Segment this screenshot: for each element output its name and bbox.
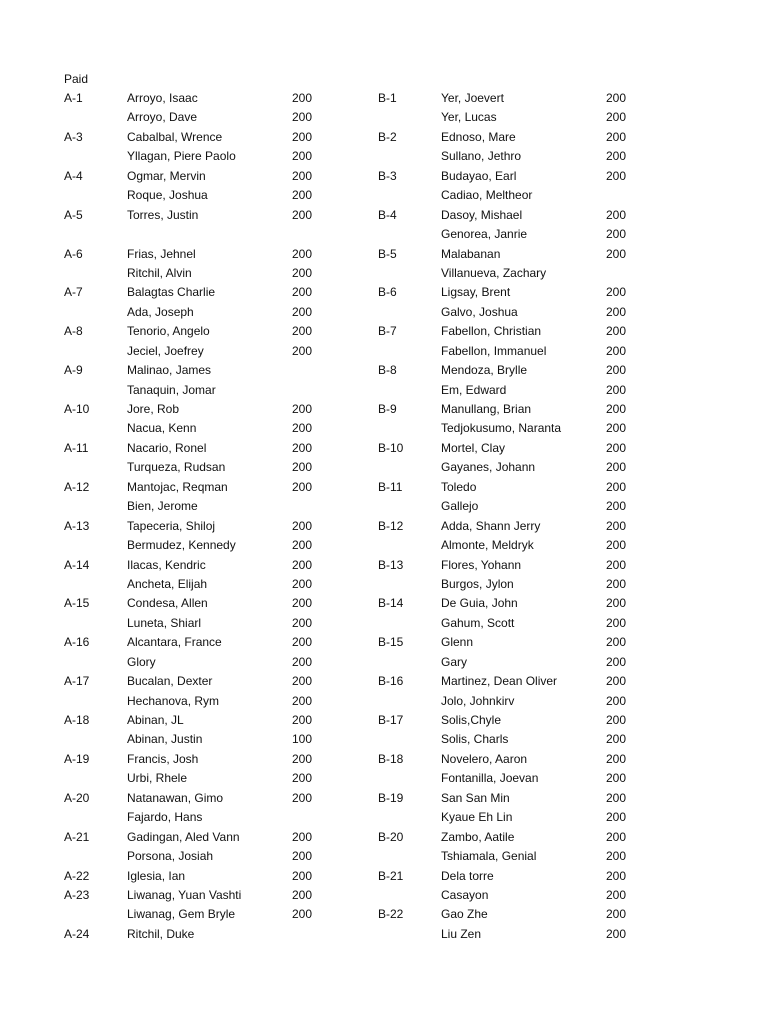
name-cell: Malinao, James: [127, 363, 212, 378]
name-cell: Bermudez, Kennedy: [127, 538, 236, 553]
code-cell: B-10: [378, 440, 404, 455]
name-cell: Solis, Charls: [441, 732, 509, 747]
amount-cell: 200: [606, 674, 627, 689]
name-cell: Em, Edward: [441, 382, 507, 397]
name-cell: Francis, Josh: [127, 751, 199, 766]
amount-cell: 200: [606, 635, 627, 650]
code-cell: A-4: [64, 168, 83, 183]
name-cell: Glenn: [441, 635, 474, 650]
name-cell: Tapeceria, Shiloj: [127, 518, 216, 533]
amount-cell: 200: [606, 343, 627, 358]
amount-cell: 200: [292, 149, 313, 164]
code-cell: A-21: [64, 829, 90, 844]
code-cell: B-12: [378, 518, 404, 533]
code-cell: B-16: [378, 674, 404, 689]
name-cell: Luneta, Shiarl: [127, 615, 202, 630]
code-cell: A-3: [64, 129, 83, 144]
name-cell: Nacario, Ronel: [127, 440, 207, 455]
name-cell: Natanawan, Gimo: [127, 790, 224, 805]
amount-cell: 200: [292, 440, 313, 455]
name-cell: Hechanova, Rym: [127, 693, 220, 708]
code-cell: A-12: [64, 479, 90, 494]
code-cell: B-4: [378, 207, 397, 222]
amount-cell: 200: [292, 460, 313, 475]
name-cell: Mendoza, Brylle: [441, 363, 528, 378]
amount-cell: 200: [292, 285, 313, 300]
name-cell: Villanueva, Zachary: [441, 265, 547, 280]
name-cell: Zambo, Aatile: [441, 829, 515, 844]
name-cell: Almonte, Meldryk: [441, 538, 534, 553]
amount-cell: 200: [292, 771, 313, 786]
code-cell: A-5: [64, 207, 83, 222]
code-cell: A-14: [64, 557, 90, 572]
name-cell: Glory: [127, 654, 156, 669]
name-cell: Gao Zhe: [441, 907, 488, 922]
name-cell: Arroyo, Dave: [127, 110, 198, 125]
amount-cell: 200: [292, 596, 313, 611]
amount-cell: 200: [292, 402, 313, 416]
name-cell: Ritchil, Alvin: [127, 265, 192, 280]
name-cell: Solis,Chyle: [441, 713, 502, 727]
amount-cell: 200: [606, 382, 627, 397]
name-cell: Frias, Jehnel: [127, 246, 196, 261]
amount-cell: 200: [292, 557, 313, 572]
name-cell: Jore, Rob: [127, 402, 180, 416]
amount-cell: 200: [292, 829, 313, 844]
code-cell: B-8: [378, 363, 397, 378]
amount-cell: 200: [606, 324, 627, 339]
name-cell: Liwanag, Gem Bryle: [127, 907, 236, 922]
name-cell: Malabanan: [441, 246, 501, 261]
code-cell: A-15: [64, 596, 90, 611]
name-cell: Gallejo: [441, 499, 479, 514]
name-cell: Gadingan, Aled Vann: [127, 829, 240, 844]
amount-cell: 200: [606, 110, 627, 125]
code-cell: A-1: [64, 91, 83, 105]
name-cell: Roque, Joshua: [127, 188, 208, 203]
amount-cell: 200: [606, 168, 627, 183]
amount-cell: 200: [292, 790, 313, 805]
amount-cell: 200: [606, 285, 627, 300]
amount-cell: 200: [606, 790, 627, 805]
name-cell: Ada, Joseph: [127, 304, 194, 319]
amount-cell: 200: [292, 576, 313, 591]
name-cell: Gahum, Scott: [441, 615, 515, 630]
amount-cell: 200: [606, 538, 627, 553]
amount-cell: 200: [606, 576, 627, 591]
name-cell: Galvo, Joshua: [441, 304, 518, 319]
amount-cell: 200: [606, 557, 627, 572]
amount-cell: 200: [606, 363, 627, 378]
amount-cell: 200: [292, 635, 313, 650]
name-cell: Mantojac, Reqman: [127, 479, 228, 494]
amount-cell: 200: [606, 868, 627, 883]
code-cell: A-10: [64, 402, 90, 416]
amount-cell: 200: [606, 499, 627, 514]
name-cell: Novelero, Aaron: [441, 751, 528, 766]
name-cell: Liwanag, Yuan Vashti: [127, 887, 242, 902]
code-cell: A-19: [64, 751, 90, 766]
amount-cell: 200: [606, 907, 627, 922]
name-cell: Toledo: [441, 479, 477, 494]
name-cell: Yer, Joevert: [441, 91, 504, 105]
amount-cell: 200: [606, 829, 627, 844]
name-cell: Turqueza, Rudsan: [127, 460, 226, 475]
amount-cell: 200: [292, 207, 313, 222]
amount-cell: 200: [292, 129, 313, 144]
name-cell: Gary: [441, 654, 468, 669]
name-cell: Adda, Shann Jerry: [441, 518, 541, 533]
amount-cell: 200: [292, 907, 313, 922]
name-cell: Fabellon, Christian: [441, 324, 542, 339]
code-cell: A-17: [64, 674, 90, 689]
amount-cell: 200: [292, 265, 313, 280]
code-cell: B-13: [378, 557, 404, 572]
name-cell: Ligsay, Brent: [441, 285, 511, 300]
code-cell: A-9: [64, 363, 83, 378]
amount-cell: 200: [292, 615, 313, 630]
name-cell: Jeciel, Joefrey: [127, 343, 204, 358]
amount-cell: 200: [606, 460, 627, 475]
amount-cell: 200: [606, 440, 627, 455]
code-cell: A-6: [64, 246, 83, 261]
name-cell: Porsona, Josiah: [127, 849, 214, 864]
amount-cell: 200: [606, 91, 627, 105]
name-cell: Flores, Yohann: [441, 557, 522, 572]
name-cell: Dela torre: [441, 868, 494, 883]
name-cell: Fontanilla, Joevan: [441, 771, 539, 786]
amount-cell: 200: [606, 693, 627, 708]
amount-cell: 200: [292, 246, 313, 261]
amount-cell: 200: [606, 129, 627, 144]
name-cell: Cadiao, Meltheor: [441, 188, 533, 203]
code-cell: B-21: [378, 868, 404, 883]
name-cell: De Guia, John: [441, 596, 518, 611]
amount-cell: 200: [292, 91, 313, 105]
amount-cell: 200: [606, 479, 627, 494]
code-cell: B-5: [378, 246, 397, 261]
amount-cell: 200: [606, 732, 627, 747]
code-cell: B-6: [378, 285, 397, 300]
name-cell: Abinan, Justin: [127, 732, 203, 747]
name-cell: Jolo, Johnkirv: [441, 693, 515, 708]
amount-cell: 200: [606, 421, 627, 436]
code-cell: B-14: [378, 596, 404, 611]
name-cell: Cabalbal, Wrence: [127, 129, 223, 144]
amount-cell: 200: [292, 518, 313, 533]
name-cell: Liu Zen: [441, 926, 482, 941]
name-cell: Dasoy, Mishael: [441, 207, 523, 222]
amount-cell: 200: [292, 849, 313, 864]
amount-cell: 200: [606, 207, 627, 222]
name-cell: Ancheta, Elijah: [127, 576, 208, 591]
amount-cell: 200: [292, 693, 313, 708]
name-cell: Abinan, JL: [127, 713, 184, 727]
amount-cell: 200: [292, 674, 313, 689]
name-cell: Ilacas, Kendric: [127, 557, 206, 572]
name-cell: Kyaue Eh Lin: [441, 810, 513, 825]
code-cell: B-2: [378, 129, 397, 144]
amount-cell: 200: [606, 615, 627, 630]
amount-cell: 200: [606, 654, 627, 669]
name-cell: San San Min: [441, 790, 510, 805]
name-cell: Bucalan, Dexter: [127, 674, 213, 689]
amount-cell: 200: [606, 771, 627, 786]
amount-cell: 200: [292, 479, 313, 494]
name-cell: Ogmar, Mervin: [127, 168, 206, 183]
name-cell: Sullano, Jethro: [441, 149, 522, 164]
code-cell: B-17: [378, 713, 404, 727]
code-cell: A-20: [64, 790, 90, 805]
amount-cell: 200: [292, 751, 313, 766]
name-cell: Burgos, Jylon: [441, 576, 514, 591]
name-cell: Nacua, Kenn: [127, 421, 197, 436]
amount-cell: 200: [292, 343, 313, 358]
name-cell: Ritchil, Duke: [127, 926, 195, 941]
code-cell: A-8: [64, 324, 83, 339]
name-cell: Fajardo, Hans: [127, 810, 203, 825]
amount-cell: 200: [606, 596, 627, 611]
name-cell: Balagtas Charlie: [127, 285, 216, 300]
amount-cell: 200: [606, 713, 627, 727]
amount-cell: 200: [606, 849, 627, 864]
amount-cell: 200: [606, 402, 627, 416]
name-cell: Condesa, Allen: [127, 596, 208, 611]
code-cell: B-11: [378, 479, 403, 494]
code-cell: A-24: [64, 926, 90, 941]
name-cell: Torres, Justin: [127, 207, 199, 222]
name-cell: Manullang, Brian: [441, 402, 532, 416]
code-cell: A-11: [64, 440, 89, 455]
name-cell: Yllagan, Piere Paolo: [127, 149, 236, 164]
code-cell: A-18: [64, 713, 90, 727]
amount-cell: 200: [292, 868, 313, 883]
code-cell: A-22: [64, 868, 90, 883]
name-cell: Casayon: [441, 887, 489, 902]
code-cell: B-18: [378, 751, 404, 766]
amount-cell: 200: [292, 538, 313, 553]
code-cell: B-20: [378, 829, 404, 844]
amount-cell: 200: [606, 246, 627, 261]
code-cell: A-13: [64, 518, 90, 533]
paid-header: Paid: [64, 72, 89, 86]
name-cell: Gayanes, Johann: [441, 460, 536, 475]
code-cell: A-16: [64, 635, 90, 650]
code-cell: B-7: [378, 324, 397, 339]
name-cell: Arroyo, Isaac: [127, 91, 198, 105]
amount-cell: 200: [606, 887, 627, 902]
name-cell: Bien, Jerome: [127, 499, 198, 514]
name-cell: Tenorio, Angelo: [127, 324, 210, 339]
name-cell: Yer, Lucas: [441, 110, 497, 125]
amount-cell: 200: [292, 168, 313, 183]
amount-cell: 200: [292, 188, 313, 203]
amount-cell: 200: [292, 421, 313, 436]
amount-cell: 200: [292, 887, 313, 902]
name-cell: Iglesia, Ian: [127, 868, 186, 883]
code-cell: B-1: [378, 91, 397, 105]
code-cell: A-7: [64, 285, 83, 300]
name-cell: Urbi, Rhele: [127, 771, 188, 786]
amount-cell: 200: [292, 713, 313, 727]
name-cell: Tedjokusumo, Naranta: [441, 421, 562, 436]
code-cell: B-22: [378, 907, 404, 922]
name-cell: Ednoso, Mare: [441, 129, 516, 144]
amount-cell: 200: [606, 518, 627, 533]
amount-cell: 100: [292, 732, 313, 747]
name-cell: Alcantara, France: [127, 635, 222, 650]
amount-cell: 200: [292, 304, 313, 319]
name-cell: Mortel, Clay: [441, 440, 506, 455]
code-cell: B-19: [378, 790, 404, 805]
amount-cell: 200: [606, 810, 627, 825]
name-cell: Fabellon, Immanuel: [441, 343, 547, 358]
name-cell: Martinez, Dean Oliver: [441, 674, 558, 689]
name-cell: Budayao, Earl: [441, 168, 517, 183]
name-cell: Tshiamala, Genial: [441, 849, 537, 864]
amount-cell: 200: [292, 110, 313, 125]
amount-cell: 200: [292, 324, 313, 339]
code-cell: B-9: [378, 402, 397, 416]
amount-cell: 200: [606, 304, 627, 319]
code-cell: B-15: [378, 635, 404, 650]
code-cell: B-3: [378, 168, 397, 183]
amount-cell: 200: [606, 227, 627, 242]
amount-cell: 200: [606, 926, 627, 941]
code-cell: A-23: [64, 887, 90, 902]
name-cell: Genorea, Janrie: [441, 227, 528, 242]
amount-cell: 200: [292, 654, 313, 669]
amount-cell: 200: [606, 751, 627, 766]
name-cell: Tanaquin, Jomar: [127, 382, 216, 397]
amount-cell: 200: [606, 149, 627, 164]
